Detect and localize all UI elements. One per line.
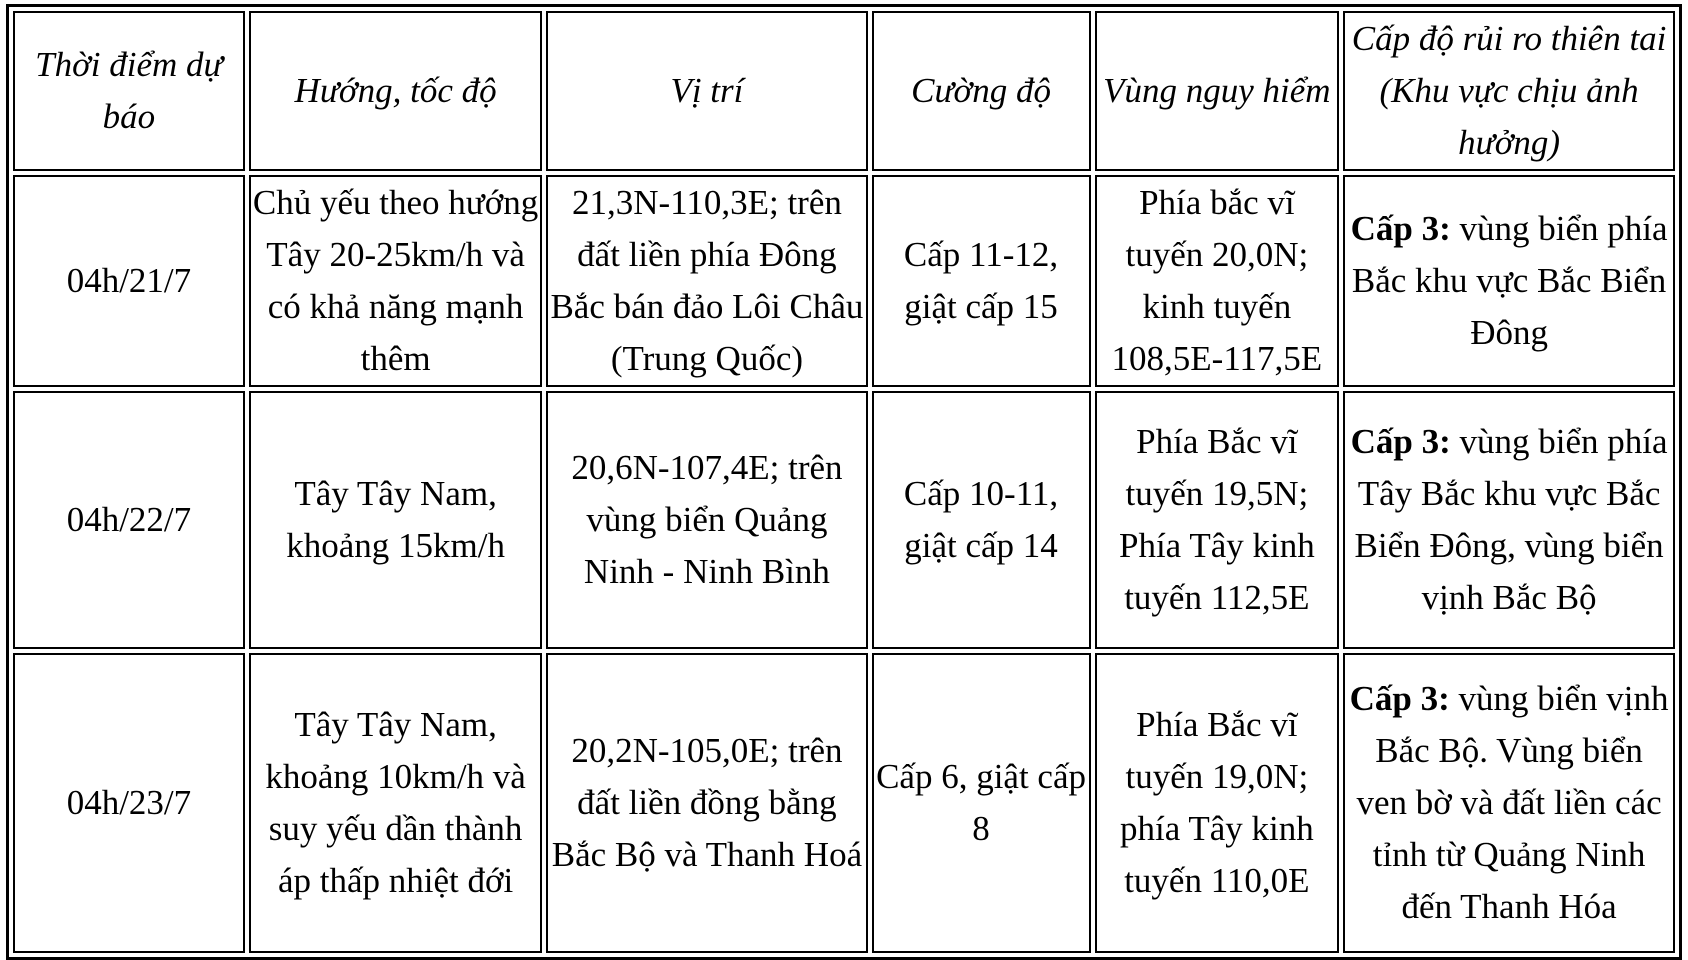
risk-area-text: vùng biển phía Bắc khu vực Bắc Biển Đông (1351, 209, 1668, 352)
cell-time: 04h/22/7 (13, 391, 245, 649)
cell-direction-speed: Chủ yếu theo hướng Tây 20-25km/h và có khả năng mạnh thêm (249, 175, 543, 387)
header-row (13, 11, 1675, 171)
cell-position: 20,2N-105,0E; trên đất liền đồng bằng Bắc Bộ và Thanh Hoá (546, 653, 867, 953)
header-position: Vị trí (546, 11, 867, 171)
risk-level-label: Cấp 3: (1350, 209, 1451, 248)
cell-intensity: Cấp 6, giật cấp 8 (872, 653, 1091, 953)
cell-time: 04h/23/7 (13, 653, 245, 953)
cell-direction-speed: Tây Tây Nam, khoảng 10km/h và suy yếu dần thành áp thấp nhiệt đới (249, 653, 543, 953)
cell-position: 21,3N-110,3E; trên đất liền phía Đông Bắc bán đảo Lôi Châu (Trung Quốc) (546, 175, 867, 387)
risk-level-label: Cấp 3: (1350, 422, 1451, 461)
cell-time: 04h/21/7 (13, 175, 245, 387)
header-intensity: Cường độ (872, 11, 1091, 171)
cell-risk (1343, 391, 1675, 649)
cell-risk (1343, 653, 1675, 953)
cell-direction-speed: Tây Tây Nam, khoảng 15km/h (249, 391, 543, 649)
cell-intensity: Cấp 10-11, giật cấp 14 (872, 391, 1091, 649)
table-row (13, 391, 1675, 649)
storm-forecast-table (6, 4, 1682, 960)
header-forecast-time: Thời điểm dự báo (13, 11, 245, 171)
cell-danger-zone: Phía bắc vĩ tuyến 20,0N; kinh tuyến 108,5E-117,5E (1095, 175, 1340, 387)
header-direction-speed: Hướng, tốc độ (249, 11, 543, 171)
cell-risk (1343, 175, 1675, 387)
risk-area-text: vùng biển vịnh Bắc Bộ. Vùng biển ven bờ và đất liền các tỉnh từ Quảng Ninh đến Thanh Hóa (1356, 679, 1669, 926)
cell-danger-zone: Phía Bắc vĩ tuyến 19,0N; phía Tây kinh tuyến 110,0E (1095, 653, 1340, 953)
header-danger-zone: Vùng nguy hiểm (1095, 11, 1340, 171)
risk-level-label: Cấp 3: (1349, 679, 1450, 718)
table-row (13, 653, 1675, 953)
cell-intensity: Cấp 11-12, giật cấp 15 (872, 175, 1091, 387)
risk-area-text: vùng biển phía Tây Bắc khu vực Bắc Biển Đông, vùng biển vịnh Bắc Bộ (1354, 422, 1668, 617)
table-row (13, 175, 1675, 387)
header-risk-level: Cấp độ rủi ro thiên tai (Khu vực chịu ảnh hưởng) (1343, 11, 1675, 171)
cell-danger-zone: Phía Bắc vĩ tuyến 19,5N; Phía Tây kinh tuyến 112,5E (1095, 391, 1340, 649)
cell-position: 20,6N-107,4E; trên vùng biển Quảng Ninh - Ninh Bình (546, 391, 867, 649)
